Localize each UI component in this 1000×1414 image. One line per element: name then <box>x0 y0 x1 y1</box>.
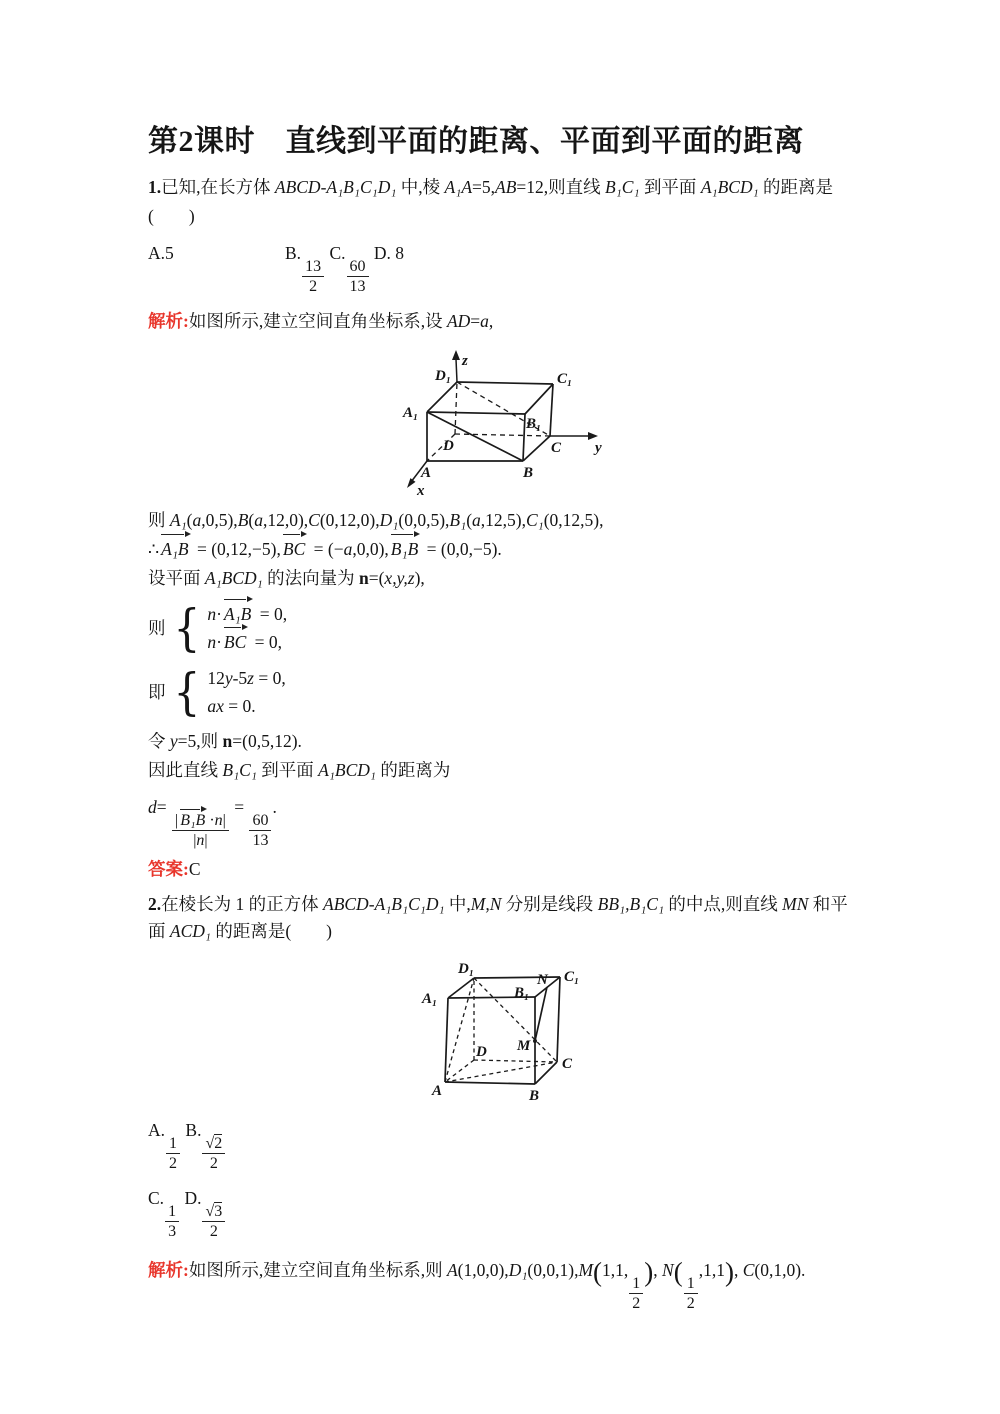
text-segment: = 0, <box>253 668 286 688</box>
text-segment: a <box>472 510 481 530</box>
text-segment: ABCD-A₁B₁C₁D₁ <box>274 177 397 197</box>
text-segment: B. <box>181 1120 202 1140</box>
text-segment: | <box>175 812 179 829</box>
text-segment: 到平面 <box>639 177 701 197</box>
text-segment: = (0,12,−5), <box>192 539 281 559</box>
fraction <box>347 257 369 296</box>
text-segment: n <box>214 812 223 829</box>
text-segment: 的中点,则直线 <box>664 894 783 914</box>
text-segment: =5, <box>472 177 496 197</box>
text-segment: 60 <box>349 258 366 275</box>
text-segment: A.5 <box>148 243 174 263</box>
figure-2-container <box>410 955 862 1107</box>
text-segment: (0,12,5), <box>543 510 604 530</box>
solution-1-conclusion-intro <box>148 757 862 784</box>
text-segment: (1,0,0), <box>457 1260 509 1280</box>
text-segment: 2. <box>148 894 162 914</box>
label-B: B <box>529 1088 540 1104</box>
text-segment: · <box>216 604 222 624</box>
text-segment: C. <box>325 243 346 263</box>
fig1-labels <box>402 353 602 499</box>
text-segment: = 0, <box>250 632 283 652</box>
text-segment: 2 <box>209 1223 218 1240</box>
y-axis-arrowhead <box>588 432 598 440</box>
text-segment: M,N <box>470 894 502 914</box>
text-segment: n <box>222 731 233 751</box>
text-segment: = (0,0,−5). <box>422 539 502 559</box>
fraction <box>165 1202 179 1241</box>
text-segment: 2 <box>169 1155 178 1172</box>
label-y: y <box>595 440 602 456</box>
text-segment: -5 <box>232 668 248 688</box>
text-segment: 的距离是( ) <box>210 921 332 941</box>
analysis-1-intro <box>148 308 862 335</box>
edge-A1-B1 <box>427 412 525 414</box>
text-segment: A. <box>148 1120 166 1140</box>
text-segment: n <box>358 568 369 588</box>
distance-formula <box>148 794 862 850</box>
vector-overline: BC <box>283 536 305 563</box>
diagonal-A1-B <box>427 412 523 461</box>
page-title: 第2课时 直线到平面的距离、平面到平面的距离 <box>148 125 804 158</box>
label-D1: D₁ <box>458 961 475 977</box>
text-segment: 的距离是 <box>758 177 834 197</box>
text-segment: = <box>470 311 481 331</box>
label-C: C <box>562 1056 573 1072</box>
label-B1: B₁ <box>514 985 530 1001</box>
text-segment: (0,0,1), <box>527 1260 579 1280</box>
problem-2-stem <box>148 891 862 945</box>
text-segment: (0,1,0). <box>754 1260 806 1280</box>
fraction <box>202 1134 225 1173</box>
text-segment <box>629 1294 643 1313</box>
text-segment: M <box>578 1260 594 1280</box>
text-segment: A₁BCD₁ <box>318 760 377 780</box>
text-segment: =(0,5,12). <box>232 731 302 751</box>
text-segment: 2 <box>209 1155 218 1172</box>
edge-C-C1 <box>557 977 560 1062</box>
edge-B-C <box>535 1062 557 1084</box>
text-segment <box>165 1202 179 1222</box>
text-segment: , <box>488 311 494 331</box>
text-segment: 在棱长为 1 的正方体 <box>161 894 323 914</box>
text-segment: ( <box>466 510 473 530</box>
label-A: A <box>432 1083 443 1099</box>
fraction <box>166 1134 180 1173</box>
vector-overline: BC <box>224 629 246 655</box>
options-b-c-d <box>285 243 405 295</box>
segment-A-D1 <box>445 978 474 1082</box>
equation-system-1 <box>148 600 862 656</box>
edge-D1-C1 <box>457 382 553 384</box>
problem-1-stem <box>148 174 862 201</box>
text-segment: ,0,0), <box>352 539 389 559</box>
text-segment: 2 <box>309 278 318 295</box>
text-segment: 则 <box>148 510 170 530</box>
problem-1-answer-blank: ( ) <box>148 206 195 226</box>
text-segment: A₁BCD₁ <box>204 568 263 588</box>
text-segment: 3 <box>168 1223 177 1240</box>
text-segment: 2 <box>632 1295 641 1312</box>
text-segment: 13 <box>305 258 322 275</box>
text-segment: B₁C₁ <box>222 760 257 780</box>
text-segment: 因此直线 <box>148 760 223 780</box>
text-segment: n <box>207 604 217 624</box>
text-segment: AB <box>495 177 517 197</box>
label-A1: A₁ <box>422 991 438 1007</box>
text-segment: ∴ <box>148 539 160 559</box>
vector-overline: B₁B <box>391 536 418 563</box>
text-segment: 分别是线段 <box>501 894 598 914</box>
text-segment <box>172 811 229 831</box>
text-segment: n <box>207 632 217 652</box>
vector-overline: A₁B <box>161 536 188 563</box>
text-segment: D₁ <box>508 1260 528 1280</box>
text-segment: 答案: <box>148 859 189 879</box>
text-segment: MN <box>782 894 809 914</box>
x-axis-arrowhead <box>407 478 416 488</box>
figure-1-cuboid-diagram <box>395 347 640 501</box>
text-segment: 3 <box>214 1203 223 1220</box>
text-segment: (0,0,5), <box>398 510 450 530</box>
solution-1-coordinates <box>148 507 862 534</box>
text-segment: ( <box>248 510 255 530</box>
text-segment: 如图所示,建立空间直角坐标系,设 <box>188 311 447 331</box>
text-segment: C. <box>148 1188 165 1208</box>
text-segment: | <box>193 832 197 849</box>
label-B: B <box>523 465 534 481</box>
text-segment <box>207 1154 221 1173</box>
big-paren: ) <box>644 1257 654 1287</box>
text-segment: 2 <box>686 1295 695 1312</box>
z-axis-arrowhead <box>452 350 460 360</box>
text-segment: n <box>196 832 205 849</box>
z-axis <box>456 359 457 382</box>
label-C1: C₁ <box>557 371 573 387</box>
solution-1-vectors <box>148 536 862 563</box>
big-paren: ( <box>593 1257 603 1287</box>
text-segment: 1. <box>148 177 162 197</box>
text-segment: = <box>156 797 171 817</box>
text-segment <box>302 257 324 277</box>
edge-D-C <box>474 1060 557 1062</box>
text-segment <box>202 1134 225 1154</box>
solution-1-normal-vector <box>148 728 862 755</box>
text-segment: | <box>222 812 226 829</box>
text-segment: = 0, <box>255 604 288 624</box>
edge-B-C <box>523 436 550 461</box>
equation-system-2 <box>148 664 862 720</box>
text-segment <box>684 1294 698 1313</box>
label-N: N <box>537 972 548 988</box>
edge-B1-C1 <box>525 384 553 414</box>
text-segment: 12 <box>207 668 225 688</box>
vector-overline: B₁B <box>180 812 206 829</box>
text-segment: A₁BCD₁ <box>700 177 759 197</box>
text-segment: a <box>192 510 202 530</box>
label-B1: B₁ <box>526 416 542 432</box>
text-segment: 到平面 <box>256 760 319 780</box>
text-segment: √ <box>205 1135 215 1152</box>
vector-overline: A₁B <box>224 601 251 627</box>
system-1-rows <box>207 600 287 656</box>
text-segment: (0,12,0), <box>319 510 380 530</box>
text-segment <box>249 811 271 831</box>
text-segment: D. <box>180 1188 202 1208</box>
label-M: M <box>517 1038 531 1054</box>
answer-1 <box>148 856 862 883</box>
text-segment: B <box>237 510 249 530</box>
text-segment <box>165 1222 179 1241</box>
text-segment <box>249 831 271 850</box>
text-segment: ax <box>207 696 224 716</box>
figure-2-cube-diagram <box>410 955 635 1107</box>
text-segment: ABCD-A₁B₁C₁D₁ <box>323 894 445 914</box>
text-segment: A <box>446 1260 458 1280</box>
text-segment: ,12,0), <box>262 510 309 530</box>
text-segment: ( <box>186 510 193 530</box>
text-segment: = <box>229 797 249 817</box>
text-segment: 的法向量为 <box>262 568 359 588</box>
text-segment: √ <box>205 1203 215 1220</box>
fraction <box>172 811 229 850</box>
text-segment: D. 8 <box>369 243 405 263</box>
edge-A1-A <box>445 998 448 1082</box>
text-segment <box>202 1202 225 1222</box>
text-segment <box>347 257 369 277</box>
left-brace-icon: { <box>172 663 200 721</box>
text-segment: 中, <box>444 894 471 914</box>
text-segment: d <box>148 797 157 817</box>
problem-1-options <box>148 240 862 296</box>
text-segment: B. <box>285 243 302 263</box>
label-C: C <box>551 440 562 456</box>
text-segment <box>190 831 210 850</box>
text-segment <box>166 1154 180 1173</box>
figure-1-container <box>395 347 862 501</box>
text-segment: C₁ <box>525 510 544 530</box>
solution-1-normal-setup <box>148 565 862 592</box>
big-paren: ) <box>724 1257 734 1287</box>
label-A: A <box>421 465 432 481</box>
text-segment: 令 <box>148 731 170 751</box>
fraction <box>249 811 271 850</box>
text-segment <box>684 1274 698 1294</box>
text-segment: , <box>733 1260 743 1280</box>
text-segment: BB₁,B₁C₁ <box>597 894 665 914</box>
label-A1: A₁ <box>403 405 419 421</box>
text-segment: 如图所示,建立空间直角坐标系,则 <box>188 1260 447 1280</box>
big-paren: ( <box>673 1257 683 1287</box>
fig2-visible-edges <box>445 977 560 1084</box>
fraction <box>684 1274 698 1313</box>
text-segment: z <box>247 668 254 688</box>
problem-2-options-row-2 <box>148 1185 862 1241</box>
text-segment: . <box>272 797 277 817</box>
text-segment: 设平面 <box>148 568 205 588</box>
system-1-label: 则 <box>148 617 166 638</box>
text-segment: 解析: <box>148 311 189 331</box>
text-segment: =12,则直线 <box>516 177 606 197</box>
text-segment: 1 <box>686 1275 695 1292</box>
text-segment: C <box>308 510 320 530</box>
text-segment: = (− <box>309 539 344 559</box>
label-D1: D₁ <box>435 368 452 384</box>
text-segment: 1 <box>169 1135 178 1152</box>
text-segment <box>629 1274 643 1294</box>
text-segment: N <box>662 1260 674 1280</box>
text-segment: 1,1, <box>602 1260 629 1280</box>
text-segment <box>166 1134 180 1154</box>
label-D: D <box>476 1044 487 1060</box>
text-segment: 和平面 <box>148 894 848 941</box>
fraction <box>302 257 324 296</box>
text-segment: =5,则 <box>177 731 223 751</box>
analysis-2-intro <box>148 1257 862 1313</box>
edge-D-A <box>445 1060 474 1082</box>
text-segment: a <box>254 510 263 530</box>
text-segment: a <box>480 311 489 331</box>
text-segment <box>306 277 320 296</box>
text-segment: = 0. <box>223 696 256 716</box>
label-x: x <box>417 483 425 499</box>
text-segment: A₁A <box>444 177 473 197</box>
system-2-label: 即 <box>148 681 166 702</box>
text-segment: y <box>169 731 178 751</box>
text-segment: 13 <box>349 278 366 295</box>
text-segment: ACD₁ <box>169 921 211 941</box>
text-segment: ,1,1 <box>698 1260 725 1280</box>
text-segment: 1 <box>632 1275 641 1292</box>
edge-A1-D1 <box>427 382 457 412</box>
system-2-row-1 <box>207 665 285 691</box>
text-segment: y <box>224 668 233 688</box>
text-segment: | <box>204 832 208 849</box>
text-segment: A₁ <box>169 510 187 530</box>
edge-A1-D1 <box>448 978 474 998</box>
left-brace-icon: { <box>172 599 200 657</box>
label-C1: C₁ <box>564 969 580 985</box>
problem-2-options-row-1 <box>148 1117 862 1173</box>
text-segment: 解析: <box>148 1260 189 1280</box>
system-2-rows <box>207 664 285 720</box>
point-M-dot <box>533 1039 537 1043</box>
text-segment: · <box>216 632 222 652</box>
text-segment: C <box>188 859 201 879</box>
text-segment: , <box>653 1260 663 1280</box>
label-D: D <box>443 438 454 454</box>
text-segment: 13 <box>252 832 269 849</box>
text-segment: ,12,5), <box>480 510 526 530</box>
text-segment: · <box>209 812 215 829</box>
text-segment: D₁ <box>379 510 399 530</box>
edge-A-B <box>445 1082 535 1084</box>
text-segment: x,y,z <box>384 568 415 588</box>
text-segment: 的距离为 <box>376 760 451 780</box>
radical <box>205 1202 222 1221</box>
text-segment: ,0,5), <box>201 510 238 530</box>
text-segment: 2 <box>214 1135 223 1152</box>
text-segment: 已知,在长方体 <box>161 177 275 197</box>
fraction <box>629 1274 643 1313</box>
text-segment <box>207 1222 221 1241</box>
radical <box>205 1134 222 1153</box>
system-2-row-2 <box>207 693 285 719</box>
text-segment: B₁ <box>449 510 467 530</box>
option-a <box>148 240 285 267</box>
text-segment: =( <box>368 568 385 588</box>
fraction <box>202 1202 225 1241</box>
text-segment: 1 <box>168 1203 177 1220</box>
label-z: z <box>462 353 468 369</box>
text-segment: a <box>343 539 353 559</box>
text-segment: 中,棱 <box>396 177 445 197</box>
text-segment: AD <box>446 311 471 331</box>
text-segment: B₁C₁ <box>605 177 640 197</box>
edge-C1-C <box>550 384 553 436</box>
text-segment <box>347 277 369 296</box>
text-segment: C <box>742 1260 755 1280</box>
system-1-row-2 <box>207 629 287 655</box>
text-segment: 60 <box>252 812 269 829</box>
text-segment: ), <box>414 568 425 588</box>
